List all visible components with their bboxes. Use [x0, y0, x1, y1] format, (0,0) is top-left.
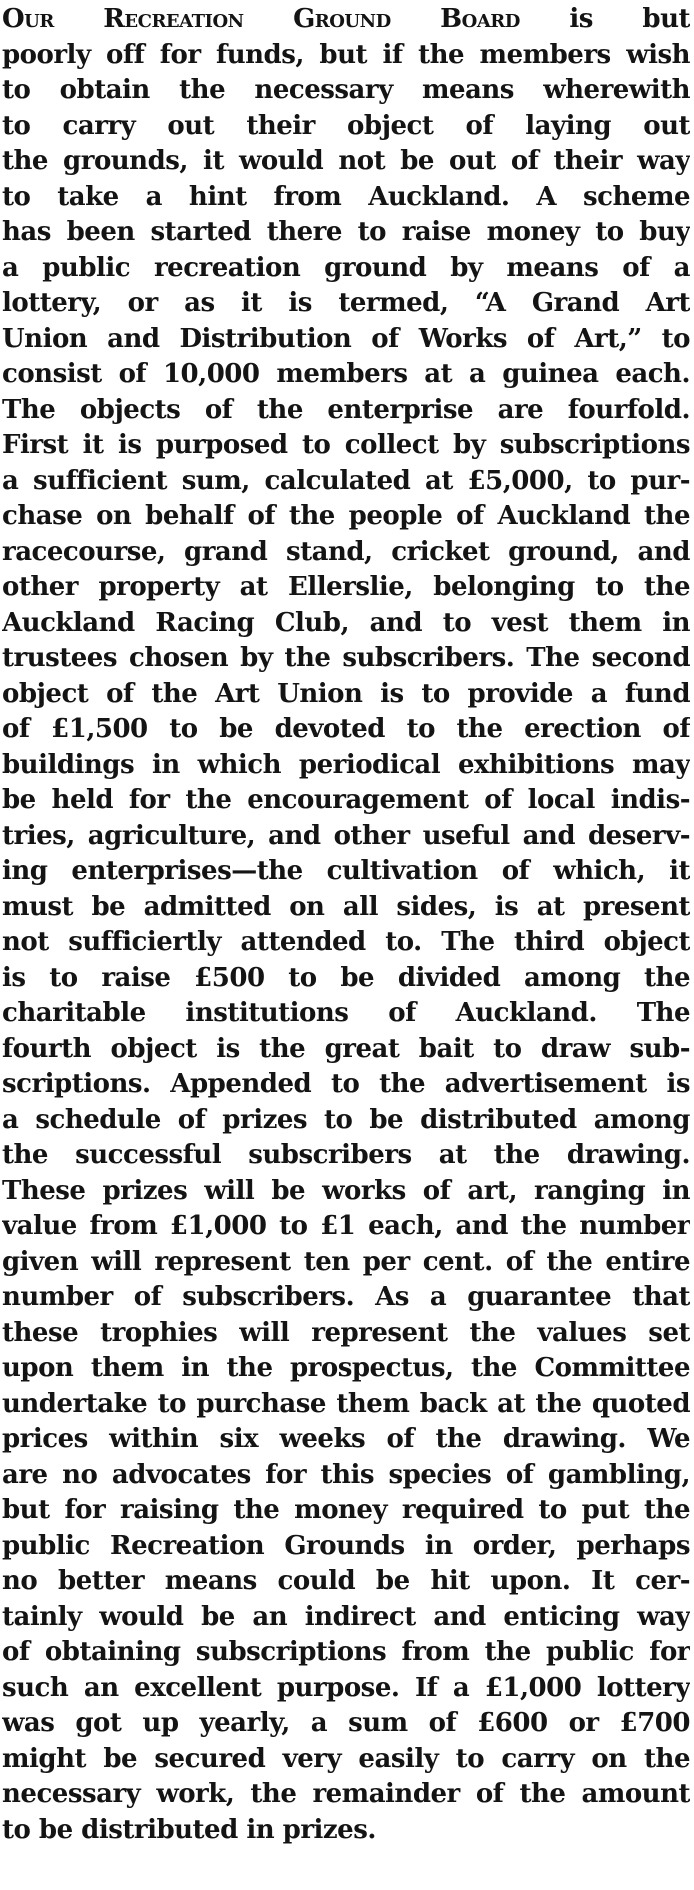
- article-line: the grounds, it would not be out of their way: [2, 146, 690, 176]
- article-line: public Recreation Grounds in order, perhaps: [2, 1530, 690, 1561]
- article-body: [2, 38, 690, 1849]
- article-line: the successful subscribers at the drawing.: [2, 1140, 690, 1170]
- article-line: fourth object is the great bait to draw sub-: [2, 1033, 690, 1064]
- article-line: These prizes will be works of art, ranging in: [2, 1175, 690, 1206]
- article-line: is to raise £500 to be divided among the: [2, 962, 690, 993]
- article-line: necessary work, the remainder of the amount: [2, 1779, 690, 1809]
- article-line: number of subscribers. As a guarantee that: [2, 1282, 690, 1312]
- article-line: other property at Ellerslie, belonging to the: [2, 572, 690, 602]
- article-line: must be admitted on all sides, is at present: [2, 891, 690, 922]
- article-line: has been started there to raise money to buy: [2, 217, 690, 247]
- article-line: [2, 2, 690, 38]
- article-line: buildings in which periodical exhibitions may: [2, 749, 690, 780]
- article-line: poorly off for funds, but if the members wish: [2, 39, 690, 70]
- article-line: prices within six weeks of the drawing. We: [2, 1424, 690, 1454]
- article-line: object of the Art Union is to provide a fund: [2, 678, 690, 709]
- article-line: upon them in the prospectus, the Committee: [2, 1353, 690, 1383]
- article-line: are no advocates for this species of gambling,: [2, 1459, 690, 1490]
- article-line: of obtaining subscriptions from the public for: [2, 1637, 690, 1667]
- article-lead-caps: Our Recreation Ground Board: [2, 4, 520, 34]
- article-line: no better means could be hit upon. It cer-: [2, 1566, 690, 1596]
- article-line: to take a hint from Auckland. A scheme: [2, 181, 690, 212]
- article-line: be held for the encouragement of local indis-: [2, 785, 690, 815]
- article-line: to be distributed in prizes.: [2, 1814, 376, 1845]
- article-line: of £1,500 to be devoted to the erection of: [2, 714, 690, 744]
- article-line: tainly would be an indirect and enticing way: [2, 1601, 690, 1632]
- article-line: trustees chosen by the subscribers. The second: [2, 643, 690, 673]
- article-line: undertake to purchase them back at the quoted: [2, 1388, 690, 1419]
- article-line: First it is purposed to collect by subscriptions: [2, 430, 690, 460]
- article-line: but for raising the money required to put the: [2, 1495, 690, 1525]
- article-line: The objects of the enterprise are fourfold.: [2, 394, 690, 425]
- article-line: charitable institutions of Auckland. The: [2, 998, 690, 1028]
- article-line: Union and Distribution of Works of Art,” to: [2, 323, 690, 354]
- article-line: chase on behalf of the people of Auckland the: [2, 501, 690, 531]
- article-line: given will represent ten per cent. of the entire: [2, 1246, 690, 1277]
- article-line: racecourse, grand stand, cricket ground, and: [2, 536, 690, 567]
- article-line: tries, agriculture, and other useful and deserv-: [2, 820, 690, 851]
- article-line: ing enterprises—the cultivation of which, it: [2, 856, 690, 886]
- article-line: a schedule of prizes to be distributed among: [2, 1104, 690, 1135]
- article-line: Auckland Racing Club, and to vest them in: [2, 607, 690, 638]
- article-line: to carry out their object of laying out: [2, 110, 690, 141]
- article-line: might be secured very easily to carry on the: [2, 1743, 690, 1774]
- article-line: a public recreation ground by means of a: [2, 252, 690, 283]
- article-line: was got up yearly, a sum of £600 or £700: [2, 1708, 690, 1738]
- article-line: lottery, or as it is termed, “A Grand Art: [2, 288, 690, 318]
- article-line: such an excellent purpose. If a £1,000 lottery: [2, 1672, 690, 1703]
- article-line-text: is but: [519, 4, 690, 34]
- article-line: scriptions. Appended to the advertisement is: [2, 1069, 690, 1099]
- article-line: to obtain the necessary means wherewith: [2, 75, 690, 105]
- article-line: not sufficiertly attended to. The third object: [2, 927, 690, 957]
- article-line: consist of 10,000 members at a guinea each.: [2, 359, 690, 389]
- article-line: value from £1,000 to £1 each, and the number: [2, 1211, 690, 1241]
- article-line: these trophies will represent the values set: [2, 1317, 690, 1348]
- article-line: a sufficient sum, calculated at £5,000, to pur-: [2, 465, 690, 496]
